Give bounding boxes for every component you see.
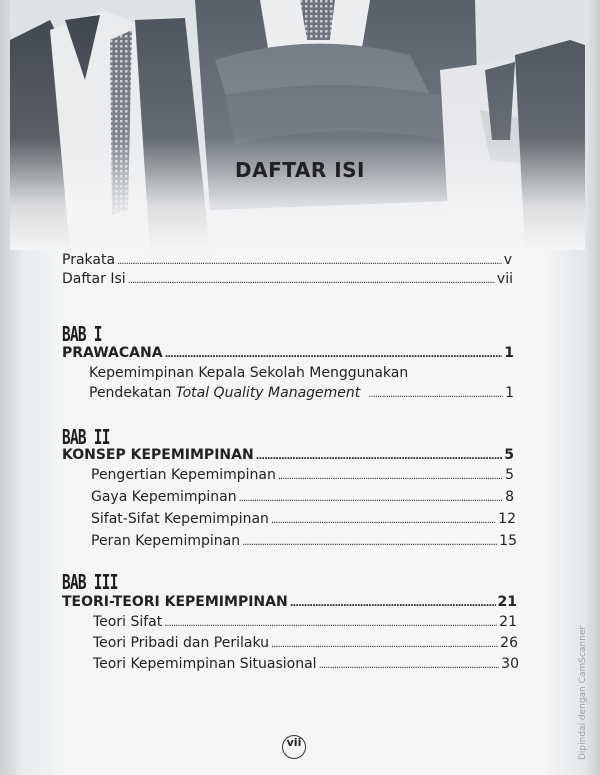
- toc-chapter-page: 5: [504, 447, 514, 463]
- toc-chapter-konsep-kepemimpinan[interactable]: [62, 447, 514, 463]
- chapter-label-bab-2: BAB II: [62, 425, 110, 449]
- chapter-label-bab-3: BAB III: [62, 570, 118, 594]
- dot-leader: [165, 349, 503, 360]
- toc-entry-page: 30: [501, 656, 519, 672]
- italic-term: Total Quality Management: [175, 385, 361, 401]
- toc-entry-pengertian[interactable]: [91, 467, 514, 483]
- toc-chapter-page: 1: [504, 345, 514, 361]
- toc-entry-page: v: [503, 252, 512, 268]
- dot-leader: [242, 537, 497, 548]
- toc-entry-sifat-sifat[interactable]: [91, 511, 516, 527]
- header-photo-businessmen: [10, 0, 585, 250]
- dot-leader: [239, 493, 503, 504]
- scanner-watermark: Dipindai dengan CamScanner: [578, 625, 588, 760]
- toc-entry-label: Teori Kepemimpinan Situasional: [93, 656, 317, 672]
- dot-leader: [128, 275, 495, 286]
- dot-leader: [368, 389, 503, 400]
- chapter-label-bab-1: BAB I: [62, 322, 102, 346]
- toc-chapter-teori-teori[interactable]: [62, 594, 517, 610]
- dot-leader: [278, 471, 503, 482]
- page-number-badge: vii: [282, 735, 306, 759]
- toc-entry-label: Pendekatan Total Quality Management: [89, 385, 361, 401]
- toc-entry-label: Sifat-Sifat Kepemimpinan: [91, 511, 269, 527]
- toc-chapter-heading: KONSEP KEPEMIMPINAN: [62, 447, 254, 463]
- dot-leader: [256, 451, 503, 462]
- toc-entry-label: Daftar Isi: [62, 271, 126, 287]
- toc-entry-gaya[interactable]: [91, 489, 514, 505]
- toc-entry-teori-sifat[interactable]: [93, 614, 517, 630]
- toc-entry-label: Pengertian Kepemimpinan: [91, 467, 276, 483]
- toc-entry-page: vii: [496, 271, 513, 287]
- toc-entry-peran[interactable]: [91, 533, 517, 549]
- toc-entry-label: Teori Sifat: [93, 614, 163, 630]
- toc-chapter-heading: PRAWACANA: [62, 345, 163, 361]
- dot-leader: [290, 598, 496, 609]
- dot-leader: [319, 660, 500, 671]
- toc-entry-label: Teori Pribadi dan Perilaku: [93, 635, 269, 651]
- dot-leader: [271, 639, 498, 650]
- page-title: DAFTAR ISI: [235, 158, 365, 182]
- dot-leader: [271, 515, 496, 526]
- toc-entry-page: 1: [505, 385, 514, 401]
- dot-leader: [117, 256, 502, 267]
- toc-entry-prakata[interactable]: [62, 252, 512, 268]
- dot-leader: [164, 618, 497, 629]
- toc-chapter-page: 21: [497, 594, 517, 610]
- toc-entry-daftar-isi[interactable]: [62, 271, 513, 287]
- toc-entry-page: 5: [505, 467, 514, 483]
- toc-entry-teori-situasional[interactable]: [93, 656, 519, 672]
- toc-entry-line1[interactable]: Kepemimpinan Kepala Sekolah Menggunakan: [89, 365, 409, 381]
- toc-chapter-heading: TEORI-TEORI KEPEMIMPINAN: [62, 594, 288, 610]
- toc-entry-label: Prakata: [62, 252, 116, 268]
- toc-entry-page: 8: [505, 489, 514, 505]
- toc-entry-page: 12: [498, 511, 516, 527]
- toc-entry-page: 26: [500, 635, 518, 651]
- businessmen-illustration: [10, 0, 585, 250]
- toc-entry-tqm[interactable]: [89, 385, 514, 401]
- toc-entry-teori-pribadi[interactable]: [93, 635, 518, 651]
- toc-entry-page: 21: [499, 614, 517, 630]
- toc-entry-page: 15: [499, 533, 517, 549]
- toc-entry-label: Peran Kepemimpinan: [91, 533, 241, 549]
- toc-chapter-prawacana[interactable]: [62, 345, 514, 361]
- toc-entry-label: Gaya Kepemimpinan: [91, 489, 237, 505]
